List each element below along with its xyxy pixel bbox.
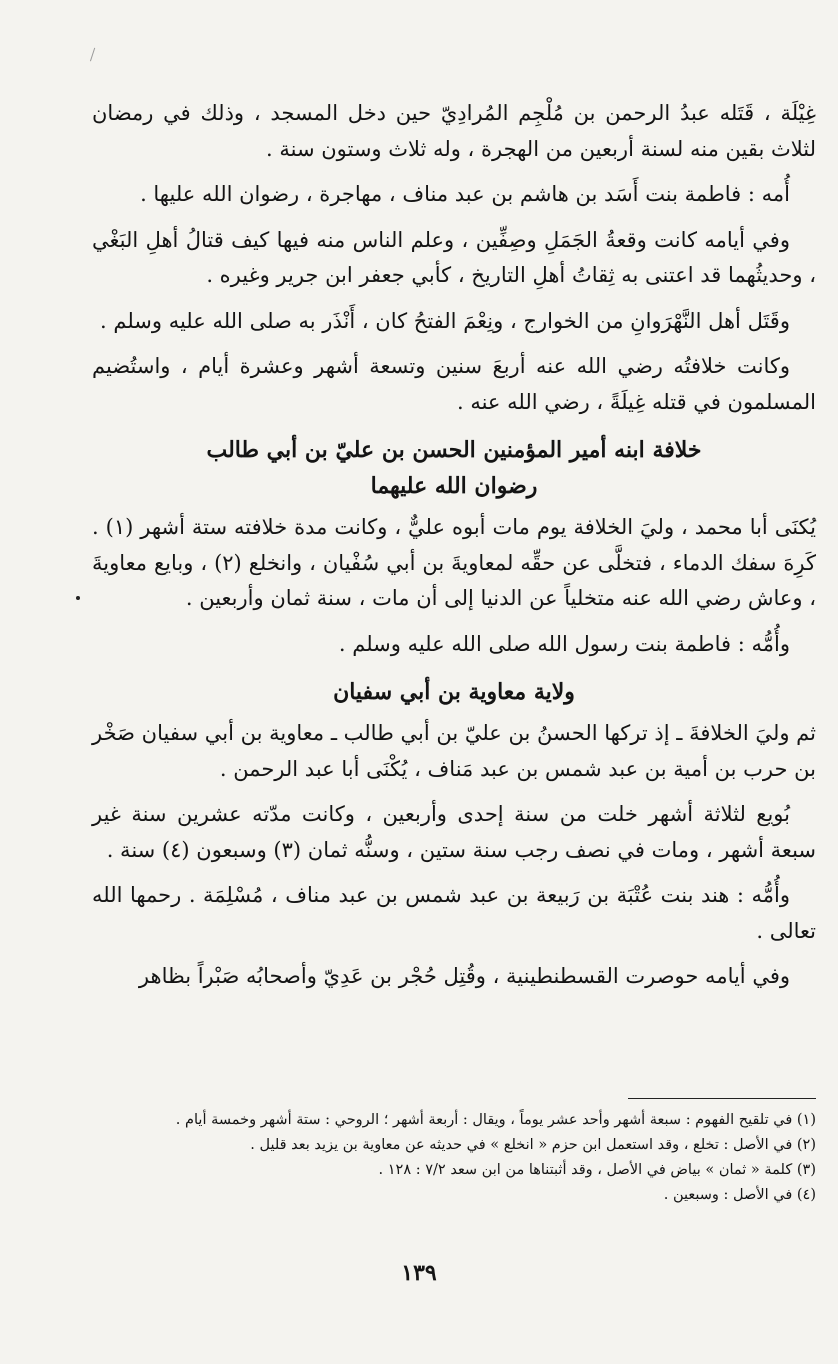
paragraph-hasan-caliphate: يُكنَى أبا محمد ، وليَ الخلافة يوم مات أبوه عليٌّ ، وكانت مدة خلافته ستة أشهر (١) . كَرِهَ سفك الدماء ، فتخلَّى عن حقِّه لمعاويةَ بن أبي سُفْيان ، وانخلع (٢) ، وبايع معاويةَ ، وعاش رضي الله عنه متخلياً عن الدنيا إلى أن مات ، سنة ثمان وأربعين . [92,515,816,610]
footnote-separator [628,1098,816,1099]
paragraph-ali-battles: وفي أيامه كانت وقعةُ الجَمَلِ وصِفِّين ، وعلم الناس منه فيها كيف قتالُ أهلِ البَغْي ، وحديثُهما قد اعتنى به ثِقاتُ أهلِ التاريخ ، كأبي جعفر ابن جرير وغيره . [92,227,816,287]
paragraph-muawiya-accession: ثم وليَ الخلافةَ ـ إذ تركها الحسنُ بن عليّ بن أبي طالب ـ معاوية بن أبي سفيان صَخْر بن حرب بن أمية بن عبد شمس بن عبد مَناف ، يُكْنَى أبا عبد الرحمن . [92,721,816,781]
paragraph-nahrawan: وقَتَل أهل النَّهْرَوانِ من الخوارج ، ونِعْمَ الفتحُ كان ، أَنْذَر به صلى الله عليه وسلم . [100,308,790,333]
page-number: ١٣٩ [401,1260,437,1286]
footnote-1: (١) في تلقيح الفهوم : سبعة أشهر وأحد عشر يوماً ، ويقال : أربعة أشهر ؛ الروحي : ستة أشهر وخمسة أيام . [175,1112,816,1128]
heading-hasan-line2: رضوان الله عليهما [370,473,538,499]
footnote-4: (٤) في الأصل : وسبعين . [663,1187,816,1203]
stray-pen-mark [90,48,98,63]
footnote-2: (٢) في الأصل : تخلع ، وقد استعمل ابن حزم « انخلع » في حديثه عن معاوية بن يزيد بعد قليل . [250,1137,816,1153]
paragraph-muawiya-mother: وأُمُّه : هند بنت عُتْبَة بن رَبيعة بن عبد شمس بن عبد مناف ، مُسْلِمَة . رحمها الله تعالى . [92,883,816,943]
margin-dot [76,596,80,600]
main-text [92,96,816,1005]
section-heading-muawiya: ولاية معاوية بن أبي سفيان [333,679,575,705]
footnotes [92,1108,816,1208]
paragraph-ali-caliphate-length: وكانت خلافتُه رضي الله عنه أربعَ سنين وتسعة أشهر وعشرة أيام ، واستُضيم المسلمون في قتله غِيلَةً ، رضي الله عنه . [92,354,816,414]
section-heading-hasan [92,432,816,504]
heading-hasan-line1: خلافة ابنه أمير المؤمنين الحسن بن عليّ بن أبي طالب [206,437,702,463]
paragraph-ali-death: غِيْلَة ، قَتَله عبدُ الرحمن بن مُلْجِم المُرادِيّ حين دخل المسجد ، وذلك في رمضان لثلاث بقين منه لسنة أربعين من الهجرة ، وله ثلاث وستون سنة . [92,101,816,161]
paragraph-muawiya-bayah: بُويع لثلاثة أشهر خلت من سنة إحدى وأربعين ، وكانت مدّته عشرين سنة غير سبعة أشهر ، ومات في نصف رجب سنة ستين ، وسنُّه ثمان (٣) وسبعون (٤) سنة . [92,802,816,862]
paragraph-ali-mother: أُمه : فاطمة بنت أَسَد بن هاشم بن عبد مناف ، مهاجرة ، رضوان الله عليها . [140,182,790,206]
paragraph-hasan-mother: وأُمُّه : فاطمة بنت رسول الله صلى الله عليه وسلم . [338,631,790,656]
paragraph-muawiya-events: وفي أيامه حوصرت القسطنطينية ، وقُتِل حُجْر بن عَدِيّ وأصحابُه صَبْراً بظاهر [138,964,790,988]
footnote-3: (٣) كلمة « ثمان » بياض في الأصل ، وقد أثبتناها من ابن سعد ٧/٢ : ١٢٨ . [378,1162,816,1178]
